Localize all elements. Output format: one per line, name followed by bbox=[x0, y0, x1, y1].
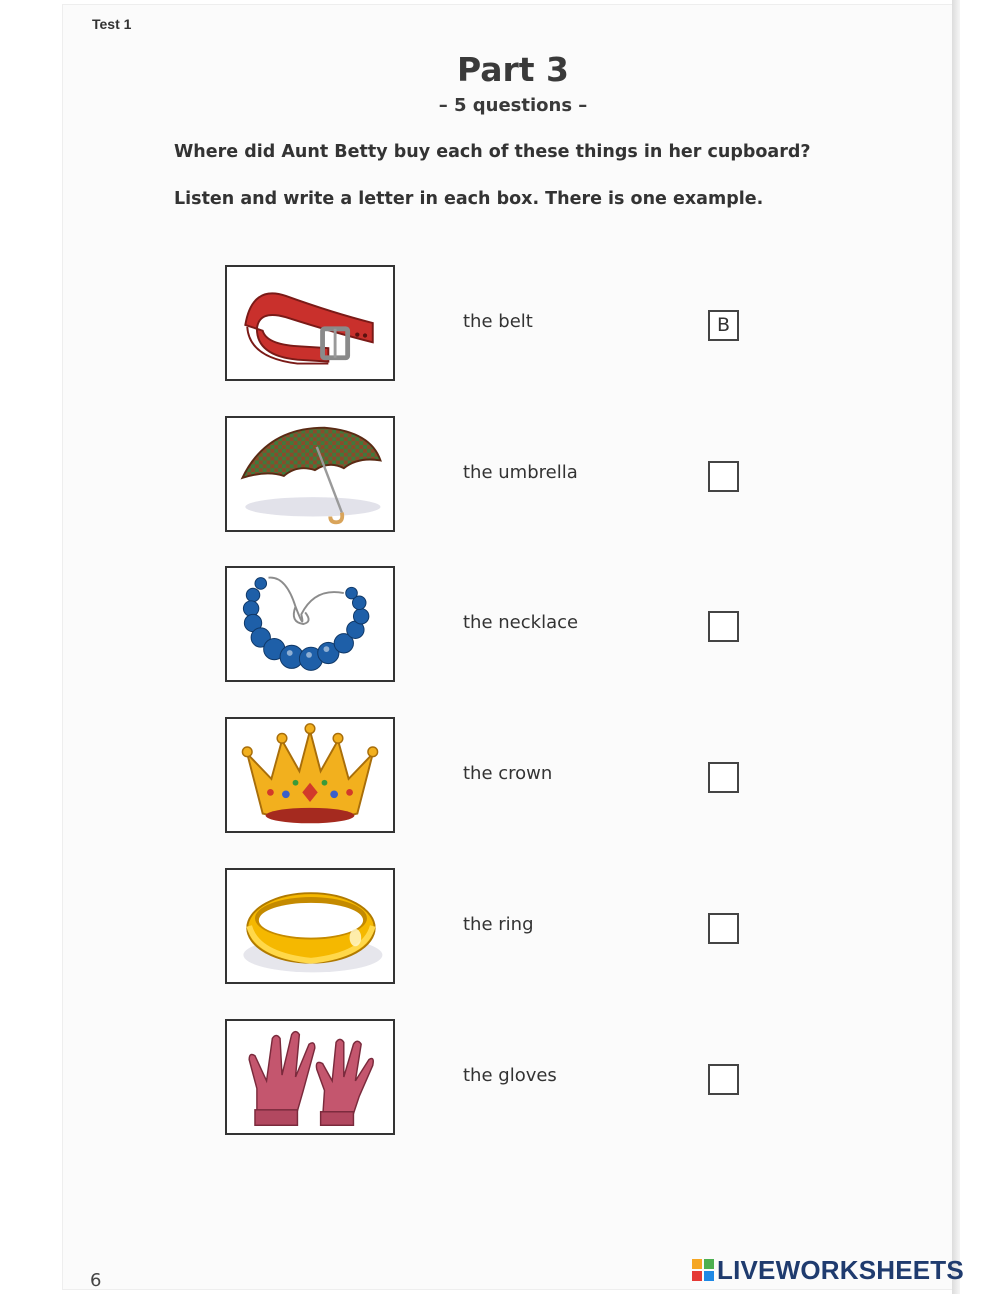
item-row-umbrella bbox=[0, 416, 1000, 536]
umbrella-icon bbox=[227, 418, 393, 530]
page-number: 6 bbox=[90, 1270, 102, 1291]
answer-box-ring[interactable] bbox=[708, 913, 739, 944]
answer-box-umbrella[interactable] bbox=[708, 461, 739, 492]
item-label: the umbrella bbox=[463, 462, 578, 483]
ring-picture bbox=[225, 868, 395, 984]
instruction-line-1: Where did Aunt Betty buy each of these things in her cupboard? bbox=[174, 142, 811, 162]
answer-box-crown[interactable] bbox=[708, 762, 739, 793]
crown-icon bbox=[227, 719, 393, 831]
liveworksheets-logo-icon bbox=[692, 1259, 714, 1281]
item-label: the ring bbox=[463, 914, 534, 935]
ring-icon bbox=[227, 870, 393, 982]
instruction-line-2: Listen and write a letter in each box. There is one example. bbox=[174, 189, 764, 209]
belt-picture bbox=[225, 265, 395, 381]
item-row-gloves bbox=[0, 1019, 1000, 1139]
item-label: the gloves bbox=[463, 1065, 557, 1086]
item-row-ring bbox=[0, 868, 1000, 988]
necklace-icon bbox=[227, 568, 393, 680]
page-subtitle: – 5 questions – bbox=[438, 95, 588, 116]
brand-name: LIVEWORKSHEETS bbox=[717, 1254, 964, 1285]
item-label: the belt bbox=[463, 311, 533, 332]
answer-box-gloves[interactable] bbox=[708, 1064, 739, 1095]
item-row-necklace bbox=[0, 566, 1000, 686]
test-label: Test 1 bbox=[92, 16, 132, 32]
item-label: the crown bbox=[463, 763, 553, 784]
answer-box-necklace[interactable] bbox=[708, 611, 739, 642]
belt-icon bbox=[227, 267, 393, 379]
necklace-picture bbox=[225, 566, 395, 682]
item-row-crown bbox=[0, 717, 1000, 837]
liveworksheets-logo[interactable] bbox=[692, 1255, 964, 1285]
item-row-belt bbox=[0, 265, 1000, 385]
crown-picture bbox=[225, 717, 395, 833]
umbrella-picture bbox=[225, 416, 395, 532]
answer-box-example: B bbox=[708, 310, 739, 341]
item-label: the necklace bbox=[463, 612, 579, 633]
page-title: Part 3 bbox=[456, 50, 570, 89]
gloves-picture bbox=[225, 1019, 395, 1135]
gloves-icon bbox=[227, 1021, 393, 1133]
